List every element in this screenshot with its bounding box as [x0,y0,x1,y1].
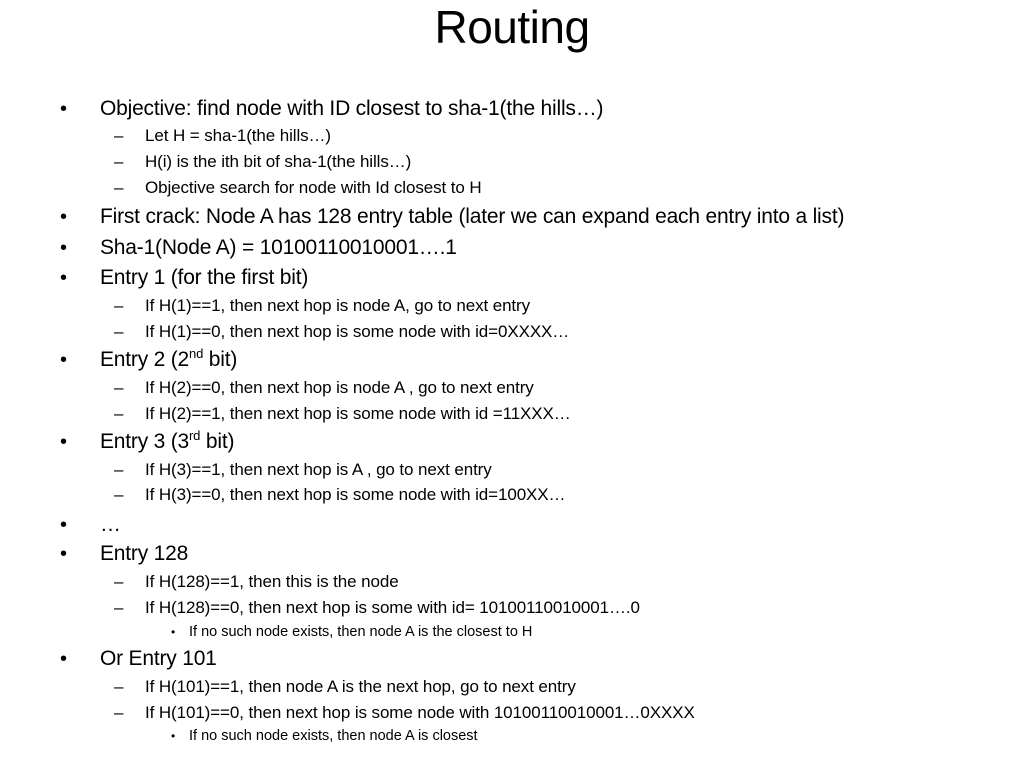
sub-bullet-marker: – [114,677,124,696]
sub-bullet-item: H(i) is the ith bit of sha-1(the hills…) [145,152,412,171]
bullet-marker: • [60,648,68,670]
sub-bullet-item: If H(1)==0, then next hop is some node with id=0XXXX… [145,322,570,341]
bullet-marker: • [60,349,68,371]
bullet-item-text: Entry 3 (3 [100,430,190,453]
ordinal-suffix: rd [189,428,201,444]
bullet-item-text: bit) [200,430,235,453]
bullet-item [100,348,237,372]
bullet-marker: • [60,237,68,259]
bullet-marker: • [60,267,68,289]
bullet-item: … [100,513,121,536]
sub-bullet-item: If H(3)==0, then next hop is some node with id=100XX… [145,485,566,504]
bullet-marker: • [60,206,68,228]
bullet-item-text: bit) [203,348,238,371]
sub-bullet-marker: – [114,485,124,504]
sub-bullet-marker: – [114,322,124,341]
bullet-item-text: Entry 2 (2 [100,348,190,371]
sub-bullet-item: If H(1)==1, then next hop is node A, go to next entry [145,296,531,315]
bullet-marker: • [60,98,68,120]
slide-title: Routing [434,1,590,53]
sub-bullet-marker: – [114,126,124,145]
sub-bullet-marker: – [114,296,124,315]
bullet-marker: • [60,431,68,453]
sub-bullet-marker: – [114,598,124,617]
sub-bullet-item: If H(2)==1, then next hop is some node with id =11XXX… [145,404,571,423]
sub-bullet-item: If H(3)==1, then next hop is A , go to next entry [145,460,492,479]
sub-bullet-item: Let H = sha-1(the hills…) [145,126,331,145]
sub-bullet-marker: – [114,404,124,423]
sub-bullet-item: If H(128)==0, then next hop is some with id= 10100110010001….0 [145,598,640,617]
bullet-item: Entry 128 [100,542,189,565]
bullet-item: Objective: find node with ID closest to sha-1(the hills…) [100,97,604,120]
sub-bullet-item: If H(2)==0, then next hop is node A , go to next entry [145,378,534,397]
sub-bullet-marker: – [114,178,124,197]
sub-bullet-marker: – [114,460,124,479]
sub-bullet-item: If H(101)==1, then node A is the next hop, go to next entry [145,677,576,696]
sub-bullet-marker: – [114,572,124,591]
sub-bullet-marker: – [114,703,124,722]
sub-sub-bullet-marker: • [171,729,176,743]
sub-bullet-marker: – [114,152,124,171]
sub-bullet-marker: – [114,378,124,397]
bullet-marker: • [60,514,68,536]
sub-bullet-item: Objective search for node with Id closest to H [145,178,482,197]
bullet-item [100,430,234,454]
sub-sub-bullet-item: If no such node exists, then node A is the closest to H [189,624,533,640]
bullet-item: Or Entry 101 [100,647,217,670]
sub-sub-bullet-item: If no such node exists, then node A is closest [189,728,478,744]
ordinal-suffix: nd [189,346,204,362]
sub-bullet-item: If H(101)==0, then next hop is some node with 10100110010001…0XXXX [145,703,695,722]
sub-bullet-item: If H(128)==1, then this is the node [145,572,399,591]
bullet-item: Sha-1(Node A) = 10100110010001….1 [100,236,457,259]
bullet-item: First crack: Node A has 128 entry table (later we can expand each entry into a list) [100,205,845,228]
sub-sub-bullet-marker: • [171,625,176,639]
bullet-item: Entry 1 (for the first bit) [100,266,309,289]
bullet-marker: • [60,543,68,565]
